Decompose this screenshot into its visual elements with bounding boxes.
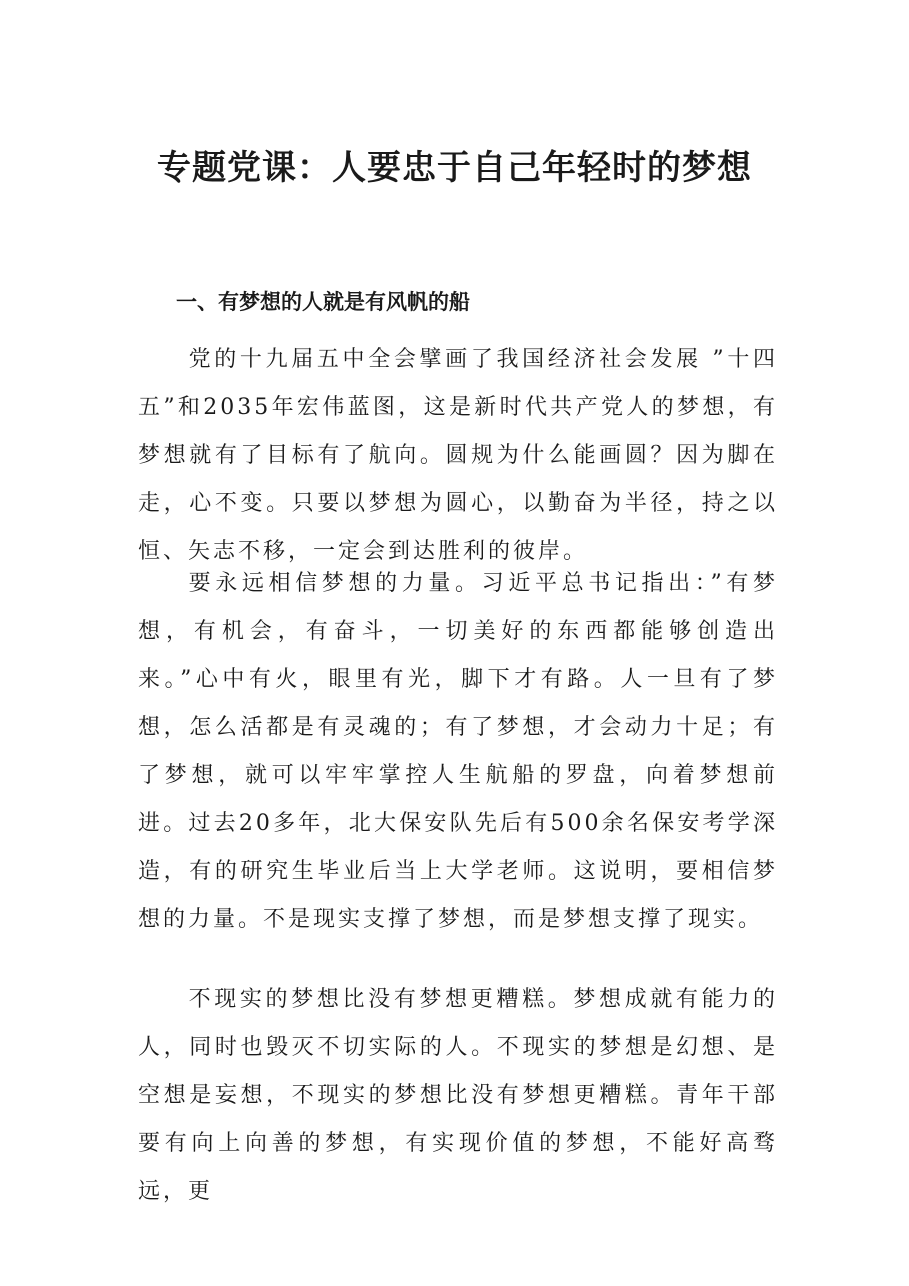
paragraph: 党的十九届五中全会擘画了我国经济社会发展 ”十四五”和2035年宏伟蓝图，这是新时代共产党人的梦想，有梦想就有了目标有了航向。圆规为什么能画圆？因为脚在走，心不变。只要以梦想为圆心，以勤奋为半径，持之以恒、矢志不移，一定会到达胜利的彼岸。 <box>138 347 778 564</box>
paragraph: 要永远相信梦想的力量。习近平总书记指出：”有梦想，有机会，有奋斗，一切美好的东西都能够创造出来。”心中有火，眼里有光，脚下才有路。人一旦有了梦想，怎么活都是有灵魂的；有了梦想，才会动力十足；有了梦想，就可以牢牢掌控人生航船的罗盘，向着梦想前进。过去20多年，北大保安队先后有500余名保安考学深造，有的研究生毕业后当上大学老师。这说明，要相信梦想的力量。不是现实支撑了梦想，而是梦想支撑了现实。 <box>138 571 778 932</box>
paragraph: 不现实的梦想比没有梦想更糟糕。梦想成就有能力的人，同时也毁灭不切实际的人。不现实的梦想是幻想、是空想是妄想，不现实的梦想比没有梦想更糟糕。青年干部要有向上向善的梦想，有实现价值的梦想，不能好高骛远，更 <box>138 987 778 1204</box>
section-heading: 一、有梦想的人就是有风帆的船 <box>176 290 470 314</box>
document-title: 专题党课：人要忠于自己年轻时的梦想 <box>157 148 752 188</box>
